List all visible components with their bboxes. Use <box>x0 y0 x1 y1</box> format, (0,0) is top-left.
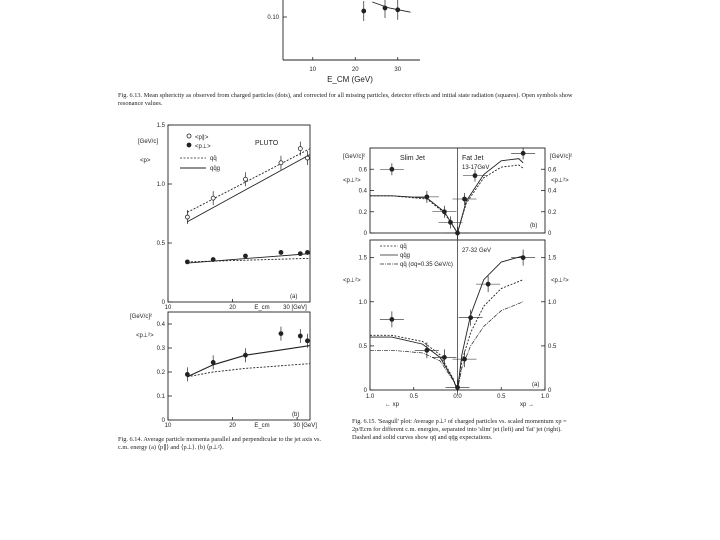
energy-label: 13-17GeV <box>462 165 490 171</box>
x-tick-label: 30 [GeV] <box>293 423 317 429</box>
data-point <box>463 357 467 361</box>
x-axis-label: E_cm <box>254 423 270 429</box>
y-tick-label: 0.3 <box>156 346 165 352</box>
qqbarg-curve <box>187 346 310 377</box>
p-parallel-point <box>185 215 189 219</box>
y-unit-label-right: [GeV/c]² <box>550 154 573 160</box>
caption-fig-6-15: Fig. 6.15. 'Seagull' plot: Average p⊥² of charged particles vs. scaled momentum xp = 2p/Ecm for different c.m. energies, separated into 'slim' jet (left) and 'fat' jet (right). Dashed and solid curves show qq̄ and qq̄g expectations. <box>352 418 567 442</box>
data-point <box>521 256 525 260</box>
p-perp-point <box>279 250 283 254</box>
data-point <box>390 167 394 171</box>
legend-entry: qq̄ <box>210 156 217 162</box>
y-tick-label: 0.5 <box>548 343 557 350</box>
panel-label: (b) <box>292 412 300 418</box>
qqbarg-curve <box>370 256 523 390</box>
x-axis-label: E_cm <box>254 305 270 311</box>
x-tick-label: 1.0 <box>365 394 375 400</box>
qqbar-sigma-curve <box>370 302 523 390</box>
data-point <box>298 334 302 338</box>
x-axis-label-left: ← xp <box>385 402 400 408</box>
legend-marker <box>187 143 191 147</box>
x-tick-label: 10 <box>164 305 172 311</box>
y-tick-label: 1.5 <box>548 255 557 262</box>
panel-label: (b) <box>530 223 538 229</box>
y-unit-label: [GeV/c]² <box>130 314 153 320</box>
x-tick-label: 20 <box>229 423 236 429</box>
panel-label: (a) <box>532 382 540 388</box>
y-unit-label: [GeV/c]² <box>343 154 366 160</box>
y-tick-label: 0.6 <box>548 167 557 174</box>
y-tick-label: 1.0 <box>156 182 165 188</box>
y-tick-label: 1.0 <box>548 299 557 306</box>
x-axis-label-right: xp → <box>520 402 535 408</box>
p-perp-point <box>243 254 247 258</box>
p-perp-point <box>185 260 189 264</box>
data-point <box>425 195 429 199</box>
data-point <box>362 9 366 13</box>
qqbarg-curve <box>187 155 310 222</box>
p-parallel-point <box>211 196 215 200</box>
x-tick-label: 30 <box>394 67 402 73</box>
y-tick-label: 1.0 <box>358 299 367 306</box>
x-unit-label: 30 [GeV] <box>283 305 307 311</box>
data-point <box>463 197 467 201</box>
x-tick-label: 10 <box>309 67 317 73</box>
legend-entry: qq̄g <box>210 166 221 172</box>
data-point <box>442 355 446 359</box>
data-point <box>456 231 460 235</box>
legend-entry: <p∥> <box>195 135 209 141</box>
data-point <box>469 316 473 320</box>
y-tick-label: 0 <box>363 388 367 394</box>
p-parallel-point <box>279 161 283 165</box>
y-axis-label-right: <p⊥²> <box>551 178 569 184</box>
y-tick-label: 0.4 <box>548 188 557 195</box>
x-tick-label: 0.0 <box>453 394 462 400</box>
y-tick-label: 0.4 <box>358 188 367 195</box>
y-tick-label: 0.2 <box>548 209 557 216</box>
y-tick-label: 0.4 <box>156 322 165 328</box>
p-perp-point <box>305 250 309 254</box>
data-point <box>305 339 309 343</box>
data-point <box>185 372 189 376</box>
x-tick-label: 10 <box>164 423 172 429</box>
qqbar-curve <box>187 364 310 377</box>
y-tick-label: 1.5 <box>156 123 165 129</box>
p-parallel-point <box>298 147 302 151</box>
x-tick-label: 0.5 <box>497 394 506 400</box>
y-tick-label: 0 <box>548 231 552 237</box>
legend-entry: qq̄ <box>400 244 407 250</box>
caption-fig-6-13: Fig. 6.13. Mean sphericity as observed from charged particles (dots), and corrected for all missing particles, detector effects and initial state radiation (squares). Open symbols show resonance values. <box>118 92 573 108</box>
y-tick-label: 0.6 <box>358 167 367 174</box>
data-point <box>243 353 247 357</box>
y-tick-label: 0.1 <box>156 394 165 400</box>
qqbarg-curve <box>187 254 310 263</box>
data-point <box>449 220 453 224</box>
legend-entry: qq̄ (σq=0.35 GeV/c) <box>400 262 453 268</box>
caption-fig-6-14: Fig. 6.14. Average particle momenta parallel and perpendicular to the jet axis vs. c.m. energy (a) ⟨p∥⟩ and ⟨p⊥⟩. (b) ⟨p⊥²⟩. <box>118 436 322 452</box>
y-tick-label: 0.5 <box>358 343 367 350</box>
y-tick-label: 0 <box>548 388 552 394</box>
x-axis-label: E_CM (GeV) <box>327 75 373 84</box>
data-point <box>390 317 394 321</box>
y-tick-label: 0.2 <box>156 370 165 376</box>
data-point <box>442 210 446 214</box>
x-tick-label: 20 <box>351 67 359 73</box>
data-point <box>279 332 283 336</box>
x-tick-label: 1.0 <box>540 394 550 400</box>
qqbar-curve <box>370 165 523 233</box>
plot-title: PLUTO <box>255 140 279 147</box>
y-axis-label: <p⊥²> <box>136 333 154 339</box>
y-tick-label: 0.2 <box>358 209 367 216</box>
y-axis-label-right: <p⊥²> <box>551 278 569 284</box>
y-tick-label: 0 <box>161 418 165 424</box>
y-tick-label: 0.5 <box>156 241 165 247</box>
p-perp-point <box>298 252 302 256</box>
slim-jet-label: Slim Jet <box>400 155 425 162</box>
y-axis-label: <p⊥²> <box>343 278 361 284</box>
y-tick-label: 1.5 <box>358 255 367 262</box>
legend-entry: qq̄g <box>400 253 411 259</box>
panel-label: (a) <box>290 294 298 300</box>
legend-entry: <p⊥> <box>195 144 211 150</box>
data-point <box>211 360 215 364</box>
legend-marker <box>187 134 191 138</box>
y-tick-label: 0.10 <box>267 15 279 21</box>
x-tick-label: 20 <box>229 305 236 311</box>
y-tick-label: 0 <box>363 231 367 237</box>
p-perp-point <box>211 258 215 262</box>
data-point <box>473 174 477 178</box>
y-axis-label: <p⊥²> <box>343 178 361 184</box>
y-tick-label: 0 <box>161 300 165 306</box>
x-tick-label: 0.5 <box>409 394 418 400</box>
data-point <box>425 348 429 352</box>
fat-jet-label: Fat Jet <box>462 155 484 162</box>
fit-curve <box>372 2 410 12</box>
plot-frame-b <box>168 312 310 420</box>
y-unit-label: [GeV/c] <box>138 139 159 145</box>
plot-frame-a <box>168 125 310 302</box>
data-point <box>486 282 490 286</box>
p-parallel-point <box>243 177 247 181</box>
energy-label: 27-32 GeV <box>462 248 492 254</box>
qqbar-curve <box>370 280 523 390</box>
data-point <box>521 151 525 155</box>
p-parallel-point <box>305 156 309 160</box>
y-axis-label: <p> <box>140 158 151 164</box>
